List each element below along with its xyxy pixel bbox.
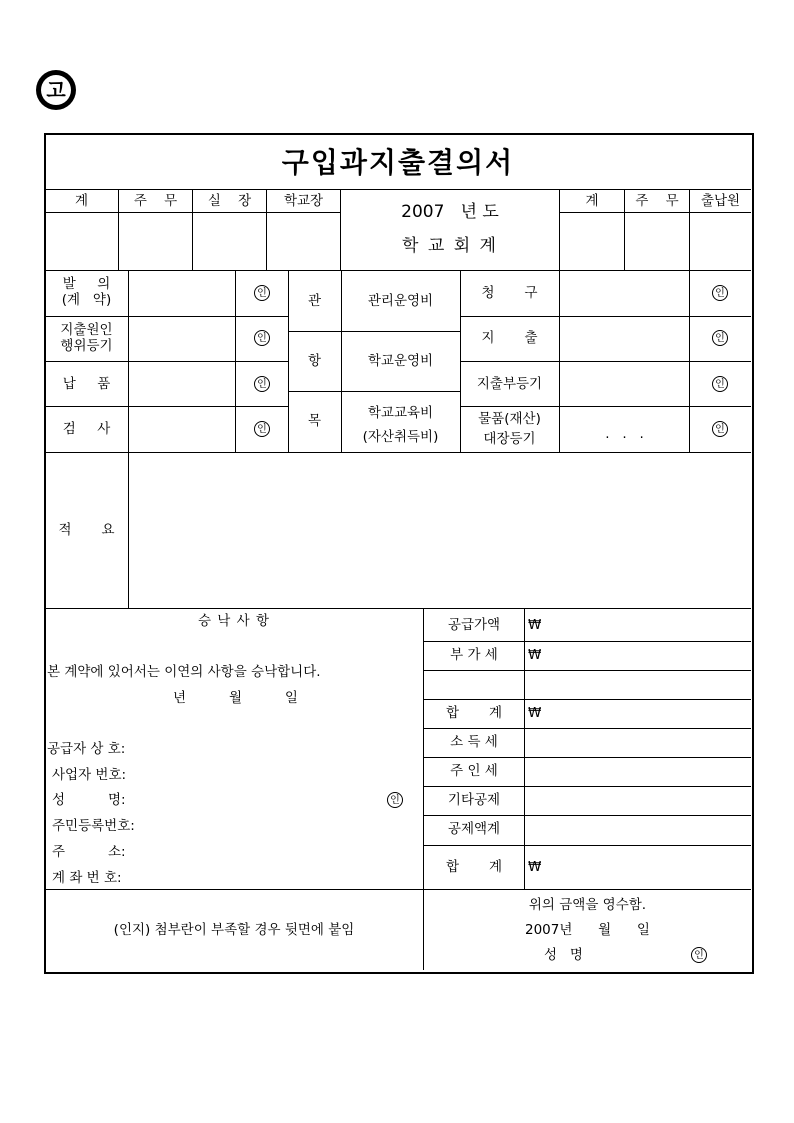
name-label: 성 명: (52, 792, 126, 808)
consent-title: 승 낙 사 항 (197, 613, 271, 629)
amount-label-grand-total: 합 계 (445, 859, 503, 875)
won-sign: ₩ (528, 705, 542, 721)
account-label: 학 교 회 계 (402, 236, 498, 256)
receipt-sign-label: 성 명 (544, 947, 583, 963)
approval-left-2: 주 무 (133, 193, 178, 209)
won-sign: ₩ (528, 647, 542, 663)
approval-right-3: 출납원 (700, 193, 741, 209)
budget-item-education: 학교교육비 (자산취득비) (362, 405, 439, 445)
school-mark-text: 고 (41, 75, 71, 105)
approval-right-1: 계 (585, 193, 599, 209)
amount-label-deduction-total: 공제액계 (447, 821, 501, 837)
consent-date: 년 월 일 (173, 690, 298, 706)
seal-icon: 인 (254, 376, 270, 392)
row-label-delivery: 납 품 (62, 376, 111, 392)
seal-icon: 인 (254, 285, 270, 301)
budget-item-school-operation: 학교운영비 (367, 353, 434, 369)
amount-label-supply: 공급가액 (447, 617, 501, 633)
address-label: 주 소: (52, 844, 126, 860)
amount-label-resident-tax: 주 인 세 (450, 763, 498, 779)
amount-label-other-deduction: 기타공제 (447, 792, 501, 808)
receipt-text: 위의 금액을 영수함. (528, 897, 647, 913)
consent-statement: 본 계약에 있어서는 이연의 사항을 승낙합니다. (47, 664, 321, 680)
seal-icon: 인 (712, 330, 728, 346)
approval-left-3: 실 장 (207, 193, 252, 209)
won-sign: ₩ (528, 617, 542, 633)
kwan-label: 관 (307, 293, 322, 309)
seal-icon: 인 (712, 376, 728, 392)
form-title: 구입과지출결의서 (281, 146, 515, 179)
supplier-name-label: 공급자 상 호: (47, 741, 126, 757)
receipt-date: 2007년 월 일 (525, 922, 650, 938)
year-label: 2007 년 도 (401, 202, 499, 222)
resident-number-label: 주민등록번호: (52, 818, 135, 834)
stamp-note: (인지) 첨부란이 부족할 경우 뒷면에 붙임 (113, 922, 355, 938)
seal-icon: 인 (254, 330, 270, 346)
business-number-label: 사업자 번호: (52, 767, 127, 783)
seal-icon: 인 (387, 792, 403, 808)
budget-item-management: 관리운영비 (367, 293, 434, 309)
approval-left-1: 계 (74, 193, 89, 209)
row-label-initiation: 발 의 (계 약) (61, 276, 112, 308)
form-frame (44, 133, 754, 974)
row-label-inspection: 검 사 (62, 421, 111, 437)
amount-label-vat: 부 가 세 (450, 647, 498, 663)
ledger-date: . . . (605, 426, 644, 442)
won-sign: ₩ (528, 859, 542, 875)
school-mark-icon (36, 70, 76, 110)
amount-label-total: 합 계 (445, 705, 503, 721)
row-label-property-ledger: 물품(재산) 대장등기 (478, 411, 541, 447)
hang-label: 항 (307, 353, 322, 369)
seal-icon: 인 (712, 421, 728, 437)
row-label-claim: 청 구 (481, 285, 538, 301)
summary-label: 적 요 (58, 522, 115, 538)
approval-left-4: 학교장 (283, 193, 324, 209)
approval-right-2: 주 무 (635, 193, 679, 209)
seal-icon: 인 (254, 421, 270, 437)
seal-icon: 인 (712, 285, 728, 301)
mok-label: 목 (307, 413, 322, 429)
row-label-expenditure-registration: 지출원인 행위등기 (60, 322, 113, 354)
row-label-payment: 지 출 (481, 330, 538, 346)
seal-icon: 인 (691, 947, 707, 963)
row-label-ledger: 지출부등기 (476, 376, 543, 392)
account-number-label: 계 좌 번 호: (52, 870, 122, 886)
amount-label-income-tax: 소 득 세 (450, 734, 498, 750)
